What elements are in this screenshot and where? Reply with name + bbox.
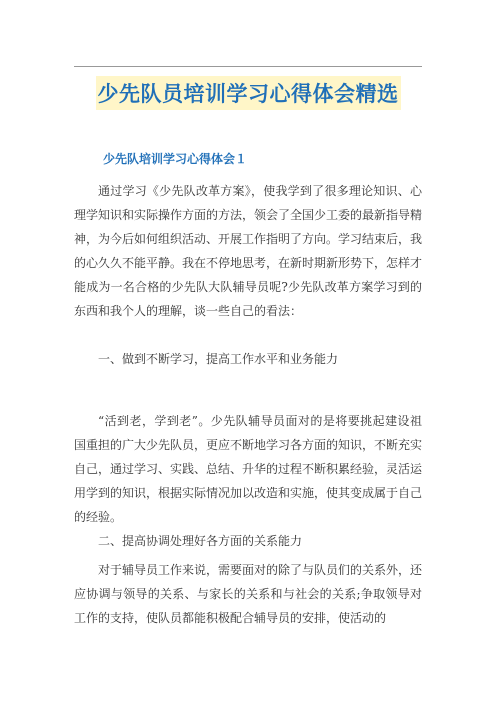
section-subtitle: 少先队培训学习心得体会１: [103, 152, 248, 166]
section-heading-2: 二、提高协调处理好各方面的关系能力: [98, 534, 303, 548]
paragraph-relations: 对于辅导员工作来说，需要面对的除了与队员们的关系外，还应协调与领导的关系、与家长的关系和与社会的关系;争取领导对工作的支持，使队员都能积极配合辅导员的安排，使活动的: [74, 563, 423, 625]
section-heading-1: 一、做到不断学习，提高工作水平和业务能力: [98, 352, 339, 366]
paragraph-learning: “活到老，学到老”。少先队辅导员面对的是将要挑起建设祖国重担的广大少先队员，更应不断地学习各方面的知识，不断充实自己，通过学习、实践、总结、升华的过程不断积累经验，灵活运用学到的知识，根据实际情况加以改造和实施，使其变成属于自己的经验。: [74, 414, 423, 524]
paragraph-intro: 通过学习《少先队改革方案》，使我学到了很多理论知识、心理学知识和实际操作方面的方法，领会了全国少工委的最新指导精神，为今后如何组织活动、开展工作指明了方向。学习结束后，我的心久久不能平静。我在不停地思考，在新时期新形势下，怎样才能成为一名合格的少先队大队辅导员呢?少先队改革方案学习到的东西和我个人的理解，谈一些自己的看法：: [74, 184, 423, 318]
document-title: 少先队员培训学习心得体会精选: [96, 76, 401, 110]
title-container: [0, 76, 496, 110]
header-rule: [74, 66, 422, 67]
